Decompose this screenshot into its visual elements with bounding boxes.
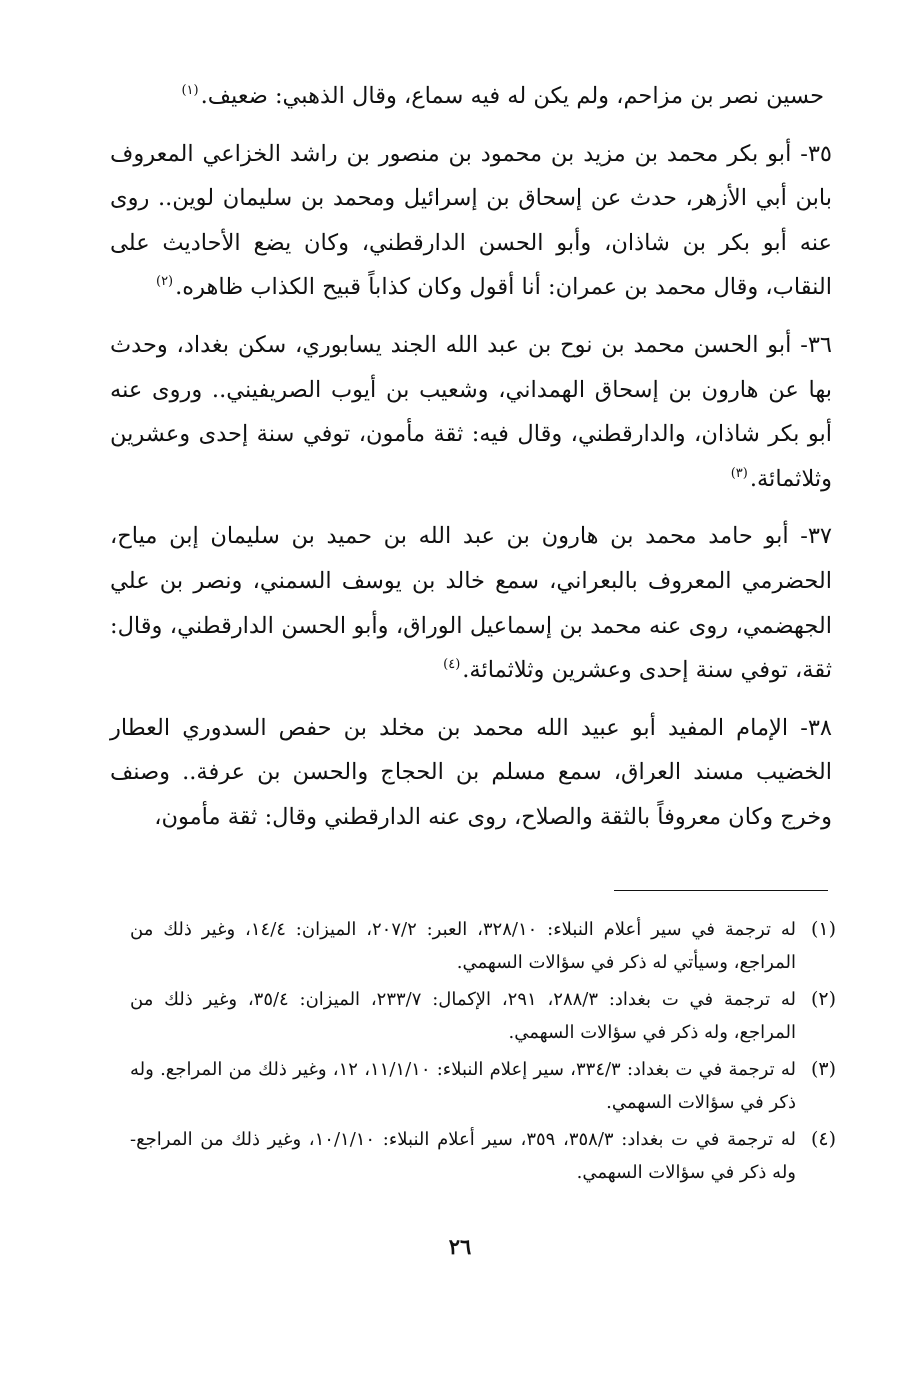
paragraph-text: ٣٨- الإمام المفيد أبو عبيد الله محمد بن مخلد بن حفص السدوري العطار الخضيب مسند العراق، سمع مسلم بن الحجاج والحسن بن عرفة.. وصنف وخرج وكان معروفاً بالثقة والصلاح، روى عنه الدارقطني وقال: ثقة مأمون، [110,714,832,830]
footnote-3 [130,1053,836,1119]
paragraph-text: ٣٧- أبو حامد محمد بن هارون بن عبد الله بن حميد بن سليمان إبن مياح، الحضرمي المعروف بالبعراني، سمع خالد بن يوسف السمني، ونصر بن علي الجهضمي، روى عنه محمد بن إسماعيل الوراق، وأبو الحسن الدارقطني، وقال: ثقة، توفي سنة إحدى وعشرين وثلاثمائة. [110,523,832,684]
footnote-text: له ترجمة في سير أعلام النبلاء: ٣٢٨/١٠، العبر: ٢٠٧/٢، الميزان: ١٤/٤، وغير ذلك من المراجع، وسيأتي له ذكر في سؤالات السهمي. [130,919,796,973]
paragraph-text: ٣٥- أبو بكر محمد بن مزيد بن محمود بن منصور بن راشد الخزاعي المعروف بابن أبي الأزهر، حدث عن إسحاق بن إسرائيل ومحمد بن سليمان لوين.. روى عنه أبو بكر بن شاذان، وأبو الحسن الدارقطني، وكان يضع الأحاديث على النقاب، وقال محمد بن عمران: أنا أقول وكان كذاباً قبيح الكذاب ظاهره. [110,140,832,301]
entry-38 [110,706,832,840]
footnote-text: له ترجمة في ت بغداد: ٢٨٨/٣، ٢٩١، الإكمال: ٢٣٣/٧، الميزان: ٣٥/٤، وغير ذلك من المراجع، وله ذكر في سؤالات السهمي. [130,989,796,1043]
footnote-reference-2: (٢) [155,274,174,290]
footnote-number: (٣) [810,1058,836,1080]
paragraph-text: حسين نصر بن مزاحم، ولم يكن له فيه سماع، وقال الذهبي: ضعيف. [200,83,824,109]
footnote-1 [130,913,836,979]
footnote-reference-1: (١) [181,83,199,98]
footnote-2 [130,983,836,1049]
entry-35 [110,132,832,310]
footnote-text: له ترجمة في ت بغداد: ٣٣٤/٣، سير إعلام النبلاء: ١١/١/١٠، ١٢، وغير ذلك من المراجع. وله ذكر في سؤالات السهمي. [130,1059,797,1113]
footnote-reference-3: (٣) [730,465,748,481]
footnote-text: له ترجمة في ت بغداد: ٣٥٨/٣، ٣٥٩، سير أعلام النبلاء: ١٠/١/١٠، وغير ذلك من المراجع- وله ذكر في سؤالات السهمي. [130,1129,797,1183]
footnote-number: (١) [810,918,836,940]
page-number: ٢٦ [448,1234,472,1259]
entry-36 [110,323,832,501]
footnotes [130,913,836,1193]
footnote-reference-4: (٤) [443,657,461,673]
paragraph-text: ٣٦- أبو الحسن محمد بن نوح بن عبد الله الجند يسابوري، سكن بغداد، وحدث بها عن هارون بن إسحاق الهمداني، وشعيب بن أيوب الصريفيني.. وروى عنه أبو بكر شاذان، والدارقطني، وقال فيه: ثقة مأمون، توفي سنة إحدى وعشرين وثلاثمائة. [110,331,832,492]
footnote-number: (٤) [810,1128,836,1150]
footnote-separator [614,890,828,891]
footnote-4 [130,1123,836,1189]
main-text [110,74,832,840]
paragraph-continuation [110,74,832,119]
footnote-number: (٢) [810,988,836,1010]
entry-37 [110,514,832,692]
